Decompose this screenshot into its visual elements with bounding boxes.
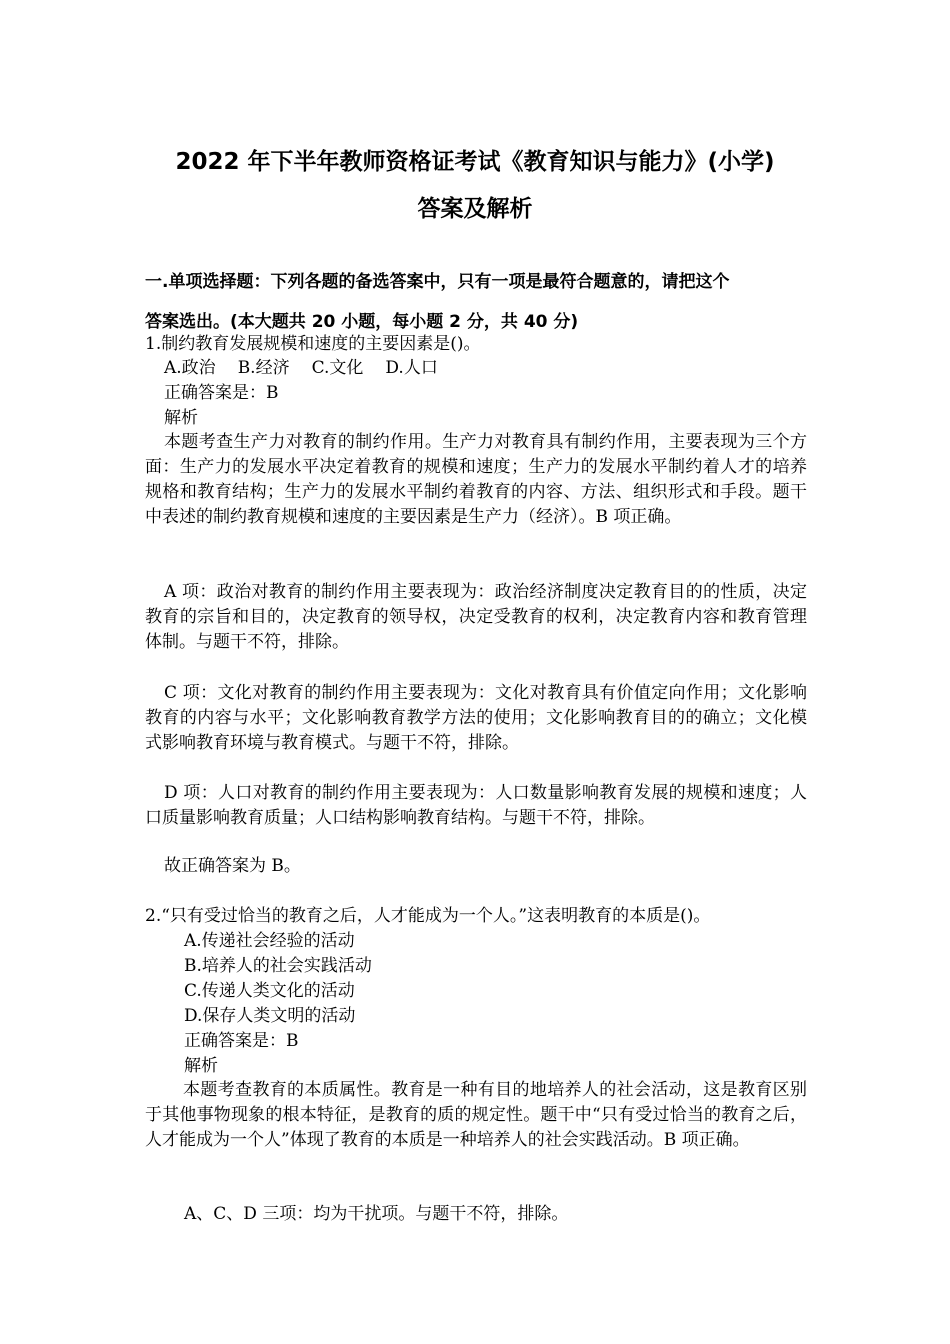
q1-option-a: A.政治 [164, 358, 216, 378]
q2-analysis-label: 解析 [184, 1056, 218, 1076]
q1-option-c: C.文化 [311, 358, 364, 378]
q1-conclusion: 故正确答案为 B。 [164, 856, 301, 876]
document-title-line-1: 2022 年下半年教师资格证考试《教育知识与能力》(小学) [175, 149, 775, 175]
q2-answer: 正确答案是：B [184, 1031, 299, 1051]
q2-others-note: A、C、D 三项：均为干扰项。与题干不符，排除。 [184, 1204, 569, 1224]
section-heading-line-2: 答案选出。(本大题共 20 小题，每小题 2 分，共 40 分) [145, 312, 579, 332]
q1-stem: 1.制约教育发展规模和速度的主要因素是()。 [145, 334, 481, 354]
q1-option-c-note: C 项：文化对教育的制约作用主要表现为：文化对教育具有价值定向作用；文化影响教育的内容与水平；文化影响教育教学方法的使用；文化影响教育目的的确立；文化模式影响教育环境与教育模式。与题干不符，排除。 [145, 683, 807, 753]
q1-analysis-label: 解析 [164, 408, 198, 428]
q1-analysis: 本题考查生产力对教育的制约作用。生产力对教育具有制约作用，主要表现为三个方面：生产力的发展水平决定着教育的规模和速度；生产力的发展水平制约着人才的培养规格和教育结构；生产力的发展水平制约着教育的内容、方法、组织形式和手段。题干中表述的制约教育规模和速度的主要因素是生产力（经济）。B 项正确。 [145, 432, 807, 527]
q1-option-d-note: D 项：人口对教育的制约作用主要表现为：人口数量影响教育发展的规模和速度；人口质量影响教育质量；人口结构影响教育结构。与题干不符，排除。 [145, 783, 807, 828]
document-title-line-2: 答案及解析 [417, 196, 533, 222]
q1-option-d: D.人口 [385, 358, 438, 378]
q2-option-c: C.传递人类文化的活动 [184, 981, 355, 1001]
q1-option-b: B.经济 [237, 358, 290, 378]
q1-options [164, 358, 460, 378]
q2-analysis: 本题考查教育的本质属性。教育是一种有目的地培养人的社会活动，这是教育区别于其他事物现象的根本特征，是教育的质的规定性。题干中“只有受过恰当的教育之后，人才能成为一个人”体现了教育的本质是一种培养人的社会实践活动。B 项正确。 [145, 1080, 807, 1150]
q1-option-a-note: A 项：政治对教育的制约作用主要表现为：政治经济制度决定教育目的的性质，决定教育的宗旨和目的，决定教育的领导权，决定受教育的权利，决定教育内容和教育管理体制。与题干不符，排除。 [145, 582, 807, 652]
section-heading-line-1: 一.单项选择题：下列各题的备选答案中，只有一项是最符合题意的，请把这个 [145, 272, 730, 292]
q2-option-a: A.传递社会经验的活动 [184, 931, 355, 951]
q2-stem: 2.“只有受过恰当的教育之后，人才能成为一个人。”这表明教育的本质是()。 [145, 906, 711, 926]
q2-option-d: D.保存人类文明的活动 [184, 1006, 356, 1026]
q2-option-b: B.培养人的社会实践活动 [184, 956, 372, 976]
q1-answer: 正确答案是：B [164, 383, 279, 403]
